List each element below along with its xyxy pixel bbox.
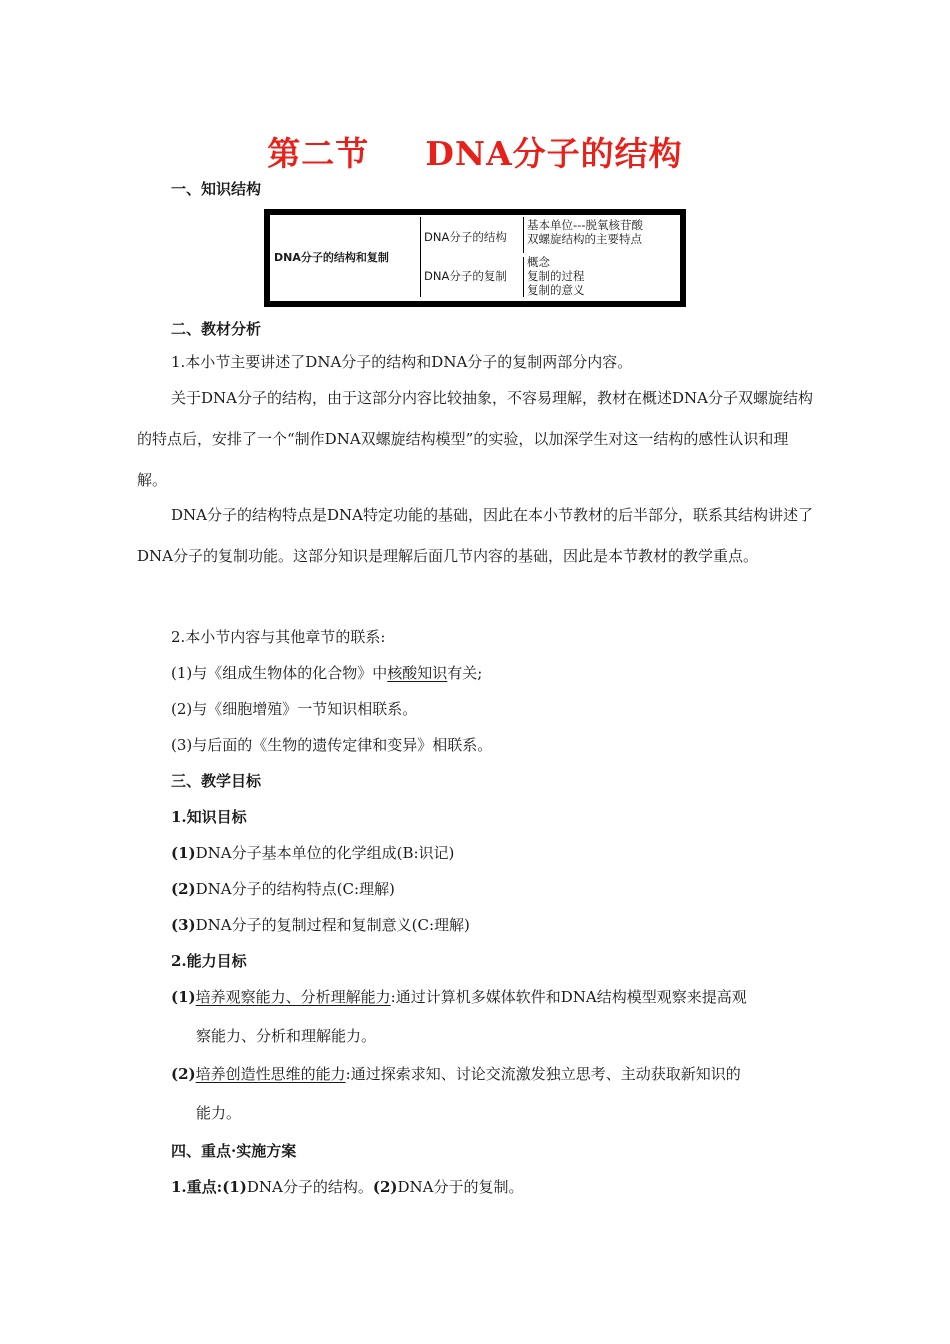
goal-text: :通过计算机多媒体软件和DNA结构模型观察来提高观 (390, 988, 747, 1006)
key-text: DNA分于的复制。 (397, 1178, 524, 1196)
goal-number: (1) (171, 844, 196, 862)
ability-goal-1-cont: 察能力、分析和理解能力。 (196, 1027, 377, 1045)
title-part-1: 第二节 (267, 134, 370, 173)
ability-goal-title: 2.能力目标 (171, 952, 247, 970)
knowledge-goal-1 (171, 842, 454, 863)
knowledge-goal-3 (171, 914, 470, 935)
knowledge-goal-2 (171, 878, 395, 899)
page-title (0, 128, 950, 175)
section-heading-2: 二、教材分析 (171, 320, 262, 338)
goal-text: DNA分子基本单位的化学组成(B:识记) (195, 844, 455, 862)
ability-goal-2-cont: 能力。 (196, 1104, 242, 1122)
diagram-item: 概念 (527, 255, 550, 269)
relation-item-1 (171, 662, 482, 683)
knowledge-goal-title: 1.知识目标 (171, 808, 247, 826)
goal-underlined: 培养创造性思维的能力 (195, 1065, 346, 1083)
section-heading-3: 三、教学目标 (171, 772, 262, 790)
title-part-2: DNA分子的结构 (425, 134, 683, 173)
goal-number: (3) (171, 916, 196, 934)
relation-underlined: 核酸知识 (387, 664, 448, 682)
diagram-brace-1 (420, 217, 421, 297)
diagram-item: 复制的过程 (527, 269, 585, 283)
relation-text: (1)与《组成生物体的化合物》中 (171, 664, 388, 682)
diagram-brace-3 (523, 257, 524, 297)
analysis-paragraph-4: 2.本小节内容与其他章节的联系: (171, 628, 386, 646)
section-heading-1: 一、知识结构 (171, 180, 262, 198)
ability-goal-2 (171, 1063, 741, 1084)
goal-number: (2) (171, 880, 196, 898)
goal-text: DNA分子的结构特点(C:理解) (195, 880, 395, 898)
goal-text: DNA分子的复制过程和复制意义(C:理解) (195, 916, 470, 934)
relation-item-2: (2)与《细胞增殖》一节知识相联系。 (171, 700, 418, 718)
key-text: DNA分子的结构。 (246, 1178, 373, 1196)
goal-underlined: 培养观察能力、分析理解能力 (195, 988, 391, 1006)
diagram-brace-2 (523, 217, 524, 253)
diagram-item: 复制的意义 (527, 283, 585, 297)
relation-item-3: (3)与后面的《生物的遗传定律和变异》相联系。 (171, 736, 493, 754)
diagram-branch-structure: DNA分子的结构 (424, 230, 507, 244)
analysis-paragraph-3: DNA分子的结构特点是DNA特定功能的基础，因此在本小节教材的后半部分，联系其结构讲述了DNA分子的复制功能。这部分知识是理解后面几节内容的基础，因此是本节教材的教学重点。 (137, 506, 813, 565)
goal-text: :通过探索求知、讨论交流激发独立思考、主动获取新知识的 (345, 1065, 741, 1083)
relation-text: 有关; (447, 664, 483, 682)
ability-goal-1 (171, 986, 747, 1007)
goal-number: (2) (171, 1065, 196, 1083)
knowledge-structure-diagram (264, 209, 686, 307)
analysis-paragraph-2: 关于DNA分子的结构，由于这部分内容比较抽象，不容易理解，教材在概述DNA分子双螺旋结构的特点后，安排了一个“制作DNA双螺旋结构模型”的实验，以加深学生对这一结构的感性认识和理解。 (137, 389, 813, 489)
key-number: (1) (222, 1178, 247, 1196)
diagram-item: 基本单位---脱氧核苷酸 (527, 218, 643, 232)
diagram-branch-replication: DNA分子的复制 (424, 269, 507, 283)
diagram-root: DNA分子的结构和复制 (274, 251, 389, 264)
section-heading-4: 四、重点·实施方案 (171, 1142, 297, 1160)
key-number: (2) (372, 1178, 398, 1196)
goal-number: (1) (171, 988, 196, 1006)
key-label: 1.重点: (171, 1178, 223, 1196)
key-points (171, 1176, 523, 1197)
analysis-paragraph-1: 1.本小节主要讲述了DNA分子的结构和DNA分子的复制两部分内容。 (171, 353, 633, 371)
diagram-item: 双螺旋结构的主要特点 (527, 232, 642, 246)
